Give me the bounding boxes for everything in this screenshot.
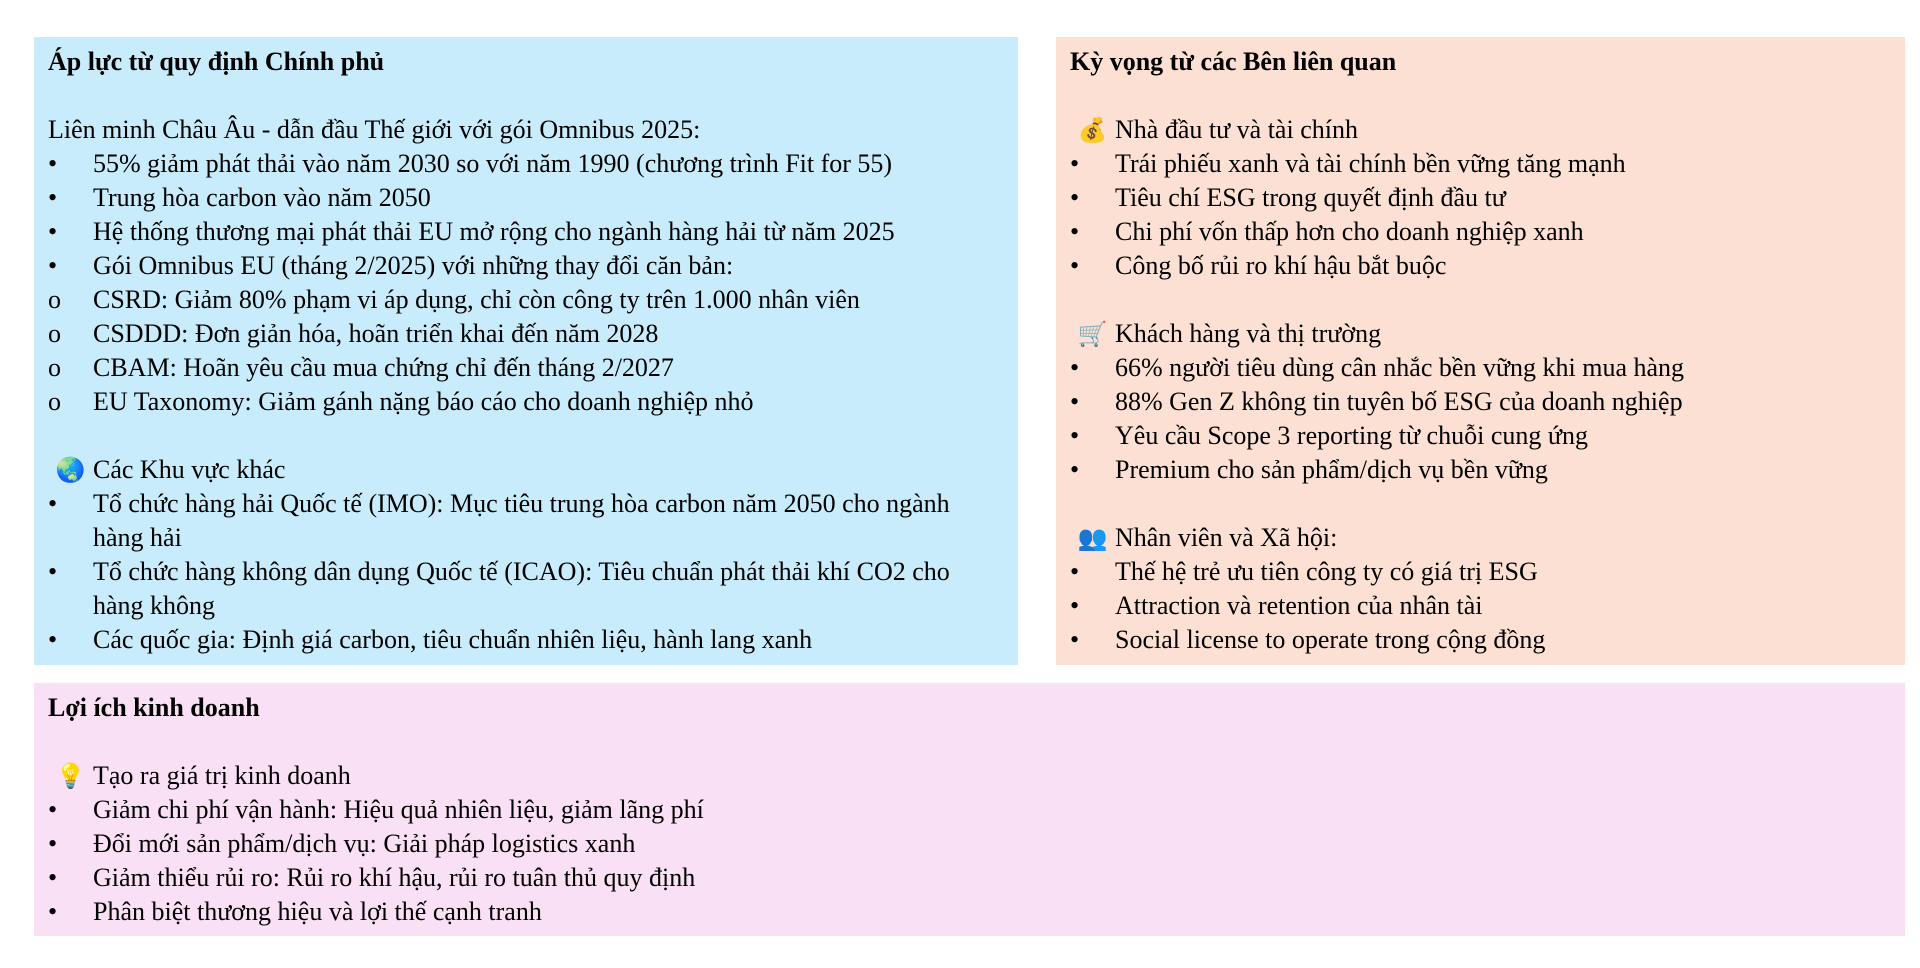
list-item-text: 55% giảm phát thải vào năm 2030 so với năm 1990 (chương trình Fit for 55) [93,149,893,178]
bullet-marker: • [1070,421,1080,450]
list-item [48,623,1004,657]
eu-intro [48,113,1004,147]
section-heading-text: Nhân viên và Xã hội: [1115,523,1338,552]
list-item [1070,623,1891,657]
list-item-text: Giảm thiểu rủi ro: Rủi ro khí hậu, rủi ro tuân thủ quy định [93,863,696,892]
list-item-text: Social license to operate trong cộng đồng [1115,625,1546,654]
list-item [1070,419,1891,453]
spacer [1070,487,1891,521]
list-item-text: Trái phiếu xanh và tài chính bền vững tăng mạnh [1115,149,1626,178]
bullet-marker: • [1070,251,1080,280]
business-benefits-panel [34,683,1905,936]
list-item [1070,555,1891,589]
panel-title: Kỳ vọng từ các Bên liên quan [1070,47,1397,76]
section-heading-text: Các Khu vực khác [93,455,286,484]
list-item [48,215,1004,249]
list-item [1070,453,1891,487]
bullet-marker: • [48,897,58,926]
list-item [48,895,1891,929]
government-pressure-panel [34,37,1018,665]
bullet-marker: • [48,251,58,280]
sub-list-item [48,351,1004,385]
list-item [48,181,1004,215]
list-item [1070,147,1891,181]
section-heading [48,759,1891,793]
spacer [1070,79,1891,113]
bullet-marker: • [48,863,58,892]
sub-bullet-marker: o [48,319,61,348]
list-item-text: Tổ chức hàng hải Quốc tế (IMO): Mục tiêu trung hòa carbon năm 2050 cho ngành hàng hải [93,489,950,552]
panel-title: Áp lực từ quy định Chính phủ [48,47,385,76]
sub-list-item [48,317,1004,351]
list-item [48,249,1004,283]
spacer [48,79,1004,113]
section-heading [1070,317,1891,351]
list-item [1070,215,1891,249]
bullet-marker: • [48,183,58,212]
panel-title: Lợi ích kinh doanh [48,693,260,722]
list-item-text: Gói Omnibus EU (tháng 2/2025) với những thay đổi căn bản: [93,251,734,280]
sub-list-item [48,283,1004,317]
people-icon: 👥 [1077,524,1108,552]
bullet-marker: • [48,557,58,586]
bullet-marker: • [1070,353,1080,382]
bullet-marker: • [48,149,58,178]
section-heading-text: Tạo ra giá trị kinh doanh [93,761,351,790]
list-item-text: Các quốc gia: Định giá carbon, tiêu chuẩn nhiên liệu, hành lang xanh [93,625,813,654]
bullet-marker: • [1070,387,1080,416]
list-item [48,555,1004,623]
section-heading-text: Khách hàng và thị trường [1115,319,1382,348]
section-heading-text: Nhà đầu tư và tài chính [1115,115,1358,144]
list-item-text: 88% Gen Z không tin tuyên bố ESG của doanh nghiệp [1115,387,1683,416]
list-item-text: Phân biệt thương hiệu và lợi thế cạnh tranh [93,897,542,926]
list-item [1070,181,1891,215]
sub-list-item-text: CBAM: Hoãn yêu cầu mua chứng chỉ đến tháng 2/2027 [93,353,674,382]
bullet-marker: • [1070,591,1080,620]
stakeholder-expectations-panel [1056,37,1905,665]
section-heading [1070,521,1891,555]
bullet-marker: • [1070,455,1080,484]
bullet-marker: • [48,625,58,654]
list-item [1070,589,1891,623]
bullet-marker: • [48,829,58,858]
list-item [48,827,1891,861]
list-item [1070,385,1891,419]
list-item-text: Hệ thống thương mại phát thải EU mở rộng cho ngành hàng hải từ năm 2025 [93,217,895,246]
bullet-marker: • [1070,217,1080,246]
bullet-marker: • [1070,557,1080,586]
sub-list-item [48,385,1004,419]
bullet-marker: • [48,489,58,518]
list-item-text: Công bố rủi ro khí hậu bắt buộc [1115,251,1447,280]
spacer [48,419,1004,453]
list-item [1070,249,1891,283]
bullet-marker: • [1070,625,1080,654]
list-item-text: Chi phí vốn thấp hơn cho doanh nghiệp xanh [1115,217,1584,246]
list-item [48,793,1891,827]
section-heading [1070,113,1891,147]
list-item-text: Thế hệ trẻ ưu tiên công ty có giá trị ESG [1115,557,1538,586]
sub-bullet-marker: o [48,353,61,382]
sub-list-item-text: CSDDD: Đơn giản hóa, hoãn triển khai đến năm 2028 [93,319,659,348]
sub-bullet-marker: o [48,285,61,314]
money-bag-icon: 💰 [1077,116,1108,144]
list-item-text: Tiêu chí ESG trong quyết định đầu tư [1115,183,1506,212]
bullet-marker: • [48,217,58,246]
list-item-text: Premium cho sản phẩm/dịch vụ bền vững [1115,455,1548,484]
list-item [48,861,1891,895]
list-item [48,147,1004,181]
list-item-text: Tổ chức hàng không dân dụng Quốc tế (ICAO): Tiêu chuẩn phát thải khí CO2 cho hàng không [93,557,950,620]
eu-intro-text: Liên minh Châu Âu - dẫn đầu Thế giới với gói Omnibus 2025: [48,115,701,144]
list-item-text: Đổi mới sản phẩm/dịch vụ: Giải pháp logistics xanh [93,829,636,858]
spacer [1070,283,1891,317]
sub-list-item-text: EU Taxonomy: Giảm gánh nặng báo cáo cho doanh nghiệp nhỏ [93,387,754,416]
list-item-text: Giảm chi phí vận hành: Hiệu quả nhiên liệu, giảm lãng phí [93,795,704,824]
sub-list-item-text: CSRD: Giảm 80% phạm vi áp dụng, chỉ còn công ty trên 1.000 nhân viên [93,285,860,314]
bullet-marker: • [48,795,58,824]
lightbulb-icon: 💡 [55,762,86,790]
list-item-text: Trung hòa carbon vào năm 2050 [93,183,431,212]
sub-bullet-marker: o [48,387,61,416]
spacer [48,725,1891,759]
bullet-marker: • [1070,149,1080,178]
globe-icon: 🌏 [55,456,86,484]
list-item [1070,351,1891,385]
list-item-text: Yêu cầu Scope 3 reporting từ chuỗi cung ứng [1115,421,1588,450]
list-item [48,487,1004,555]
list-item-text: Attraction và retention của nhân tài [1115,591,1483,620]
section-heading [48,453,1004,487]
bullet-marker: • [1070,183,1080,212]
shopping-cart-icon: 🛒 [1077,320,1108,348]
list-item-text: 66% người tiêu dùng cân nhắc bền vững khi mua hàng [1115,353,1685,382]
